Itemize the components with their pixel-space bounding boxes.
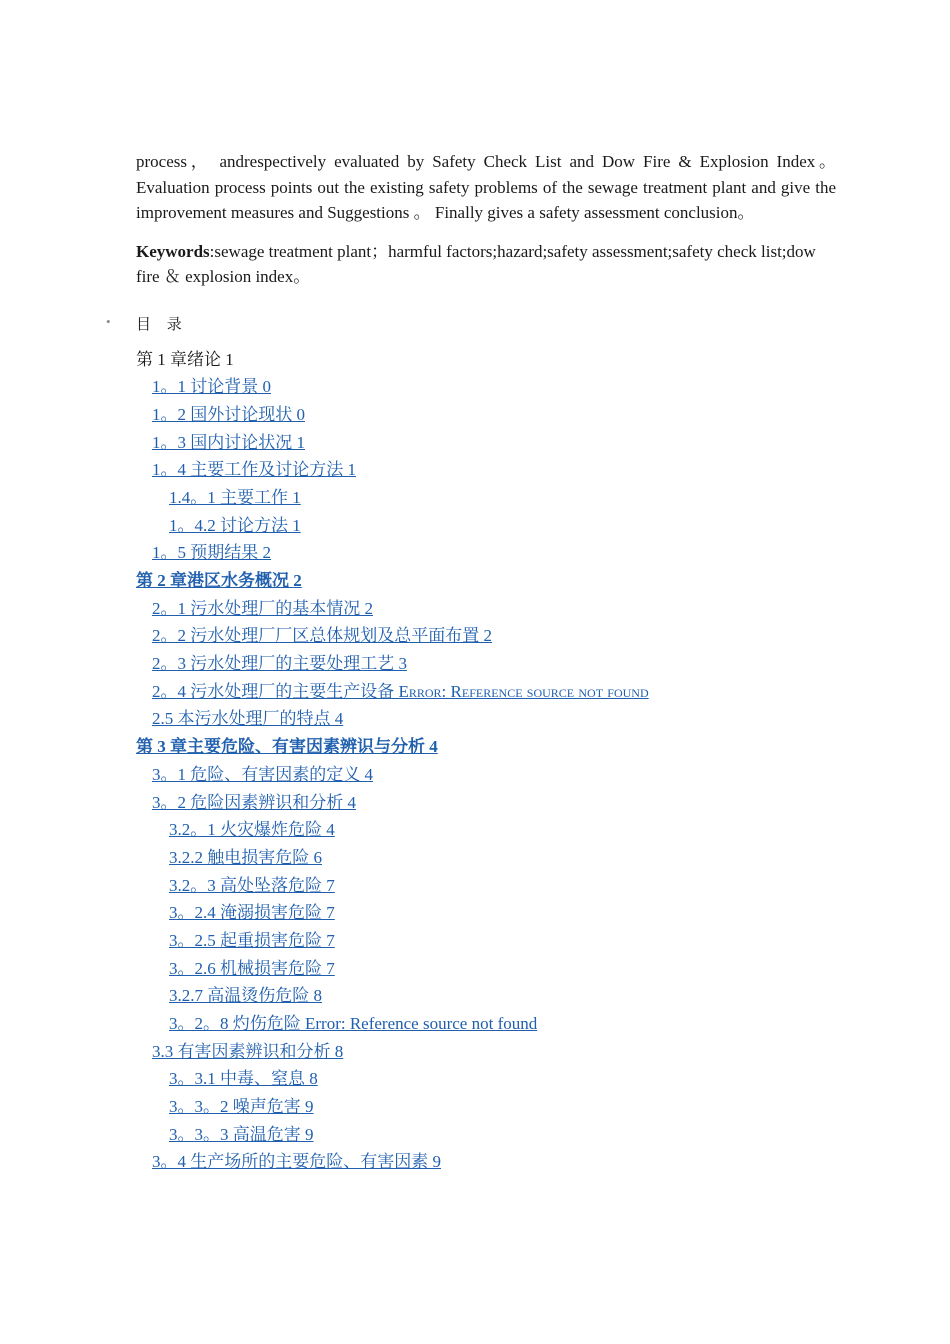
toc-link[interactable] — [169, 1014, 537, 1033]
toc-entry-label: 3.2.2 触电损害危险 6 — [169, 847, 322, 867]
toc-entry-label: 2。3 污水处理厂的主要处理工艺 3 — [152, 654, 407, 674]
keywords-label: Keywords — [136, 241, 210, 261]
toc-entry[interactable] — [136, 1148, 836, 1176]
toc-entry-label: 1。4.2 讨论方法 1 — [169, 515, 301, 535]
toc-entry-label: 3。3。2 噪声危害 9 — [169, 1097, 314, 1117]
toc-entry[interactable] — [136, 1010, 836, 1038]
toc-entry[interactable] — [136, 1065, 836, 1093]
toc-link[interactable] — [152, 709, 343, 728]
toc-entry[interactable] — [136, 733, 836, 761]
toc-link[interactable] — [169, 1069, 318, 1088]
toc-entry-label: 第 2 章港区水务概况 2 — [136, 571, 302, 590]
toc-entry-label: 1。5 预期结果 2 — [152, 543, 271, 563]
toc-entry-label: 3。3.1 中毒、窒息 8 — [169, 1069, 318, 1089]
bullet-icon: • — [106, 313, 111, 329]
toc-entry[interactable] — [136, 872, 836, 900]
table-of-contents — [136, 346, 836, 1177]
toc-entry-label: 1.4。1 主要工作 1 — [169, 487, 301, 507]
toc-entry-label: 3.2。1 火灾爆炸危险 4 — [169, 820, 335, 840]
toc-entry[interactable] — [136, 678, 836, 706]
toc-entry-label: 3。2.4 淹溺损害危险 7 — [169, 903, 335, 923]
toc-link[interactable] — [152, 377, 271, 396]
toc-link[interactable] — [152, 654, 407, 673]
toc-link[interactable] — [152, 626, 492, 645]
toc-entry-label: 第 1 章绪论 1 — [136, 349, 234, 369]
toc-link[interactable] — [169, 931, 335, 950]
toc-entry-label: 3。2.6 机械损害危险 7 — [169, 958, 335, 978]
toc-entry[interactable] — [136, 1093, 836, 1121]
toc-heading-row — [106, 312, 836, 338]
toc-entry[interactable] — [136, 429, 836, 457]
toc-entry-label: 第 3 章主要危险、有害因素辨识与分析 4 — [136, 737, 438, 757]
toc-entry[interactable] — [136, 1038, 836, 1066]
toc-entry[interactable] — [136, 650, 836, 678]
toc-link[interactable] — [152, 682, 649, 701]
toc-link[interactable] — [136, 571, 302, 590]
toc-entry[interactable] — [136, 789, 836, 817]
toc-entry-label: 3。1 危险、有害因素的定义 4 — [152, 764, 373, 784]
toc-entry-label: 2.5 本污水处理厂的特点 4 — [152, 709, 344, 729]
toc-link[interactable] — [169, 876, 335, 895]
toc-entry-label: 1。1 讨论背景 0 — [152, 377, 271, 397]
toc-entry[interactable] — [136, 1121, 836, 1149]
toc-entry-label: 3.2.7 高温烫伤危险 8 — [169, 986, 322, 1006]
toc-entry[interactable] — [136, 512, 836, 540]
toc-link[interactable] — [152, 599, 373, 618]
toc-entry-label: 3。3。3 高温危害 9 — [169, 1124, 314, 1144]
toc-link[interactable] — [169, 959, 335, 978]
toc-link[interactable] — [169, 848, 322, 867]
toc-entry-label: 3。2。8 灼伤危险 Error: Reference source not found — [169, 1014, 538, 1033]
keywords-paragraph — [136, 239, 836, 289]
toc-heading: 目 录 — [136, 316, 188, 333]
toc-entry[interactable] — [136, 484, 836, 512]
keywords-text: :sewage treatment plant；harmful factors;hazard;safety assessment;safety check list;dow fire ＆ explosion index。 — [136, 241, 816, 286]
toc-link[interactable] — [152, 765, 373, 784]
toc-entry[interactable] — [136, 373, 836, 401]
toc-entry-label: 2。2 污水处理厂厂区总体规划及总平面布置 2 — [152, 626, 492, 646]
toc-link[interactable] — [169, 488, 301, 507]
toc-entry-error-text: Error: Reference source not found — [398, 681, 649, 701]
toc-entry[interactable] — [136, 622, 836, 650]
toc-entry[interactable] — [136, 456, 836, 484]
toc-link[interactable] — [152, 405, 305, 424]
toc-entry-label: 3。2 危险因素辨识和分析 4 — [152, 792, 356, 812]
toc-entry[interactable] — [136, 761, 836, 789]
toc-entry[interactable] — [136, 539, 836, 567]
toc-entry[interactable] — [136, 899, 836, 927]
toc-entry[interactable] — [136, 955, 836, 983]
toc-entry[interactable] — [136, 705, 836, 733]
toc-link[interactable] — [169, 516, 301, 535]
toc-link[interactable] — [152, 793, 356, 812]
toc-entry[interactable] — [136, 595, 836, 623]
toc-entry-label: 3。4 生产场所的主要危险、有害因素 9 — [152, 1152, 441, 1172]
toc-entry[interactable] — [136, 816, 836, 844]
toc-link[interactable] — [152, 1152, 441, 1171]
toc-entry-label: 3.3 有害因素辨识和分析 8 — [152, 1041, 344, 1061]
toc-link[interactable] — [169, 986, 322, 1005]
toc-entry-label: 3.2。3 高处坠落危险 7 — [169, 875, 335, 895]
toc-entry[interactable] — [136, 401, 836, 429]
document-page — [106, 149, 836, 1176]
toc-entry[interactable] — [136, 844, 836, 872]
toc-link[interactable] — [169, 820, 335, 839]
toc-link[interactable] — [152, 460, 356, 479]
toc-entry — [136, 346, 836, 374]
toc-entry-label: 1。3 国内讨论状况 1 — [152, 432, 305, 452]
toc-link[interactable] — [136, 737, 438, 756]
toc-entry-text — [136, 350, 234, 369]
toc-entry-label: 2。1 污水处理厂的基本情况 2 — [152, 598, 373, 618]
toc-link[interactable] — [169, 903, 335, 922]
toc-entry[interactable] — [136, 927, 836, 955]
abstract-paragraph: process， andrespectively evaluated by Safety Check List and Dow Fire & Explosion Index。 Evaluation process points out the existing safety problems of the sewage treatment plant and give the improvement measures and Suggestions 。 Finally gives a safety assessment conclusion。 — [136, 152, 836, 222]
toc-entry-label: 1。4 主要工作及讨论方法 1 — [152, 460, 356, 480]
toc-entry[interactable] — [136, 567, 836, 595]
toc-link[interactable] — [152, 543, 271, 562]
toc-link[interactable] — [169, 1097, 314, 1116]
toc-entry[interactable] — [136, 982, 836, 1010]
toc-entry-label: 1。2 国外讨论现状 0 — [152, 404, 305, 424]
toc-link[interactable] — [152, 1042, 343, 1061]
toc-entry-label: 3。2.5 起重损害危险 7 — [169, 930, 335, 950]
toc-link[interactable] — [152, 433, 305, 452]
toc-entry-label: 2。4 污水处理厂的主要生产设备 — [152, 681, 399, 701]
toc-link[interactable] — [169, 1125, 314, 1144]
